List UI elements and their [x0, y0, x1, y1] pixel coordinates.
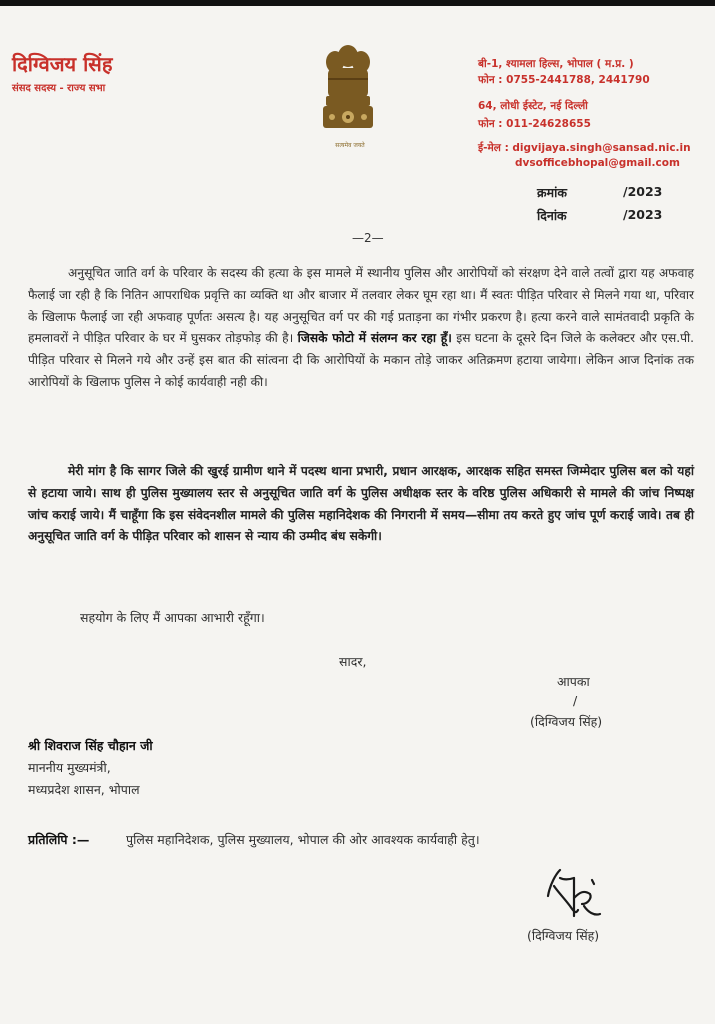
- sender-designation: संसद सदस्य - राज्य सभा: [12, 83, 106, 94]
- copy-to-text: पुलिस महानिदेशक, पुलिस मुख्यालय, भोपाल की ओर आवश्यक कार्यवाही हेतु।: [126, 832, 480, 847]
- copy-to-label: प्रतिलिपि :—: [28, 832, 90, 847]
- dinank-value: /2023: [623, 207, 663, 222]
- closing-signatory: (दिग्विजय सिंह): [530, 714, 603, 729]
- delhi-address: 64, लोधी ईस्टेट, नई दिल्ली: [478, 100, 588, 112]
- reference-number: [537, 184, 663, 201]
- addressee-title: माननीय मुख्यमंत्री,: [28, 760, 111, 775]
- paragraph-1: [28, 263, 694, 394]
- email-primary: ई-मेल : digvijaya.singh@sansad.nic.in: [478, 142, 691, 154]
- addressee-office: मध्यप्रदेश शासन, भोपाल: [28, 782, 140, 797]
- closing-aapka: आपका: [557, 674, 590, 689]
- paragraph-3: सहयोग के लिए मैं आपका आभारी रहूँगा।: [80, 610, 265, 625]
- dinank-label: दिनांक: [537, 208, 567, 223]
- email-secondary: dvsofficebhopal@gmail.com: [515, 157, 680, 169]
- addressee-name: श्री शिवराज सिंह चौहान जी: [28, 738, 153, 753]
- signed-name: (दिग्विजय सिंह): [527, 928, 600, 943]
- sender-name: दिग्विजय सिंह: [12, 52, 113, 76]
- bhopal-phone: फोन : 0755-2441788, 2441790: [478, 74, 650, 86]
- paragraph-1-text: अनुसूचित जाति वर्ग के परिवार के सदस्य की हत्या के इस मामले में स्थानीय पुलिस और आरोपियों को संरक्षण देने वाले तत्वों द्वारा यह अफवाह फैलाई जा रही है कि नितिन आपराधिक प्रवृत्ति का व्यक्ति था और बाजार में तलवार लेकर घूम रहा था। मैं स्वतः पीड़ित परिवार से मिलने गया था, परिवार के खिलाफ फैलाई जा रही अफवाह पूर्णतः असत्य है। यह अनुसूचित वर्ग पर की गई प्रताड़ना का गंभीर प्रकरण है। हत्या करने वाले सामंतवादी प्रकृति के हमलावरों ने पीड़ित परिवार के घर में घुसकर तोड़फोड़ की है।: [28, 266, 694, 346]
- reference-date: [537, 207, 663, 224]
- paragraph-1-bold: जिसके फोटो में संलग्न कर रहा हूँ।: [297, 331, 452, 346]
- closing-slash: /: [573, 693, 578, 708]
- emblem-motto: सत्यमेव जयते: [335, 142, 365, 149]
- national-emblem-icon: [315, 40, 381, 150]
- closing-saadar: सादर,: [339, 654, 367, 669]
- handwritten-signature-icon: [534, 858, 614, 928]
- page-number: —2—: [352, 231, 384, 245]
- bhopal-address: बी-1, श्यामला हिल्स, भोपाल ( म.प्र. ): [478, 58, 634, 70]
- paragraph-2: मेरी मांग है कि सागर जिले की खुरई ग्रामीण थाने में पदस्थ थाना प्रभारी, प्रधान आरक्षक, आरक्षक सहित समस्त जिम्मेदार पुलिस बल को यहां से हटाया जाये। साथ ही पुलिस मुख्यालय स्तर से अनुसूचित जाति वर्ग के पुलिस अधीक्षक स्तर के वरिष्ठ पुलिस अधिकारी से मामले की जांच निष्पक्ष जांच कराई जाये। मैं चाहूँगा कि इस संवेदनशील मामले की पुलिस महानिदेशक की निगरानी में समय—सीमा तय करते हुए जांच पूर्ण कराई जावे। तब ही अनुसूचित जाति वर्ग के पीड़ित परिवार को शासन से न्याय की उम्मीद बंध सकेगी।: [28, 464, 694, 544]
- kramank-value: /2023: [623, 184, 663, 199]
- paragraph-1-rest: इस घटना के दूसरे दिन जिले के कलेक्टर और एस.पी. पीड़ित परिवार से मिलने गये और उन्हें इस बात की सांत्वना दी कि आरोपियों के मकान तोड़े जाकर अतिक्रमण हटाया जायेगा। लेकिन आज दिनांक तक आरोपियों के खिलाफ पुलिस ने कोई कार्यवाही नही की।: [28, 331, 695, 389]
- kramank-label: क्रमांक: [537, 185, 567, 200]
- delhi-phone: फोन : 011-24628655: [478, 118, 591, 130]
